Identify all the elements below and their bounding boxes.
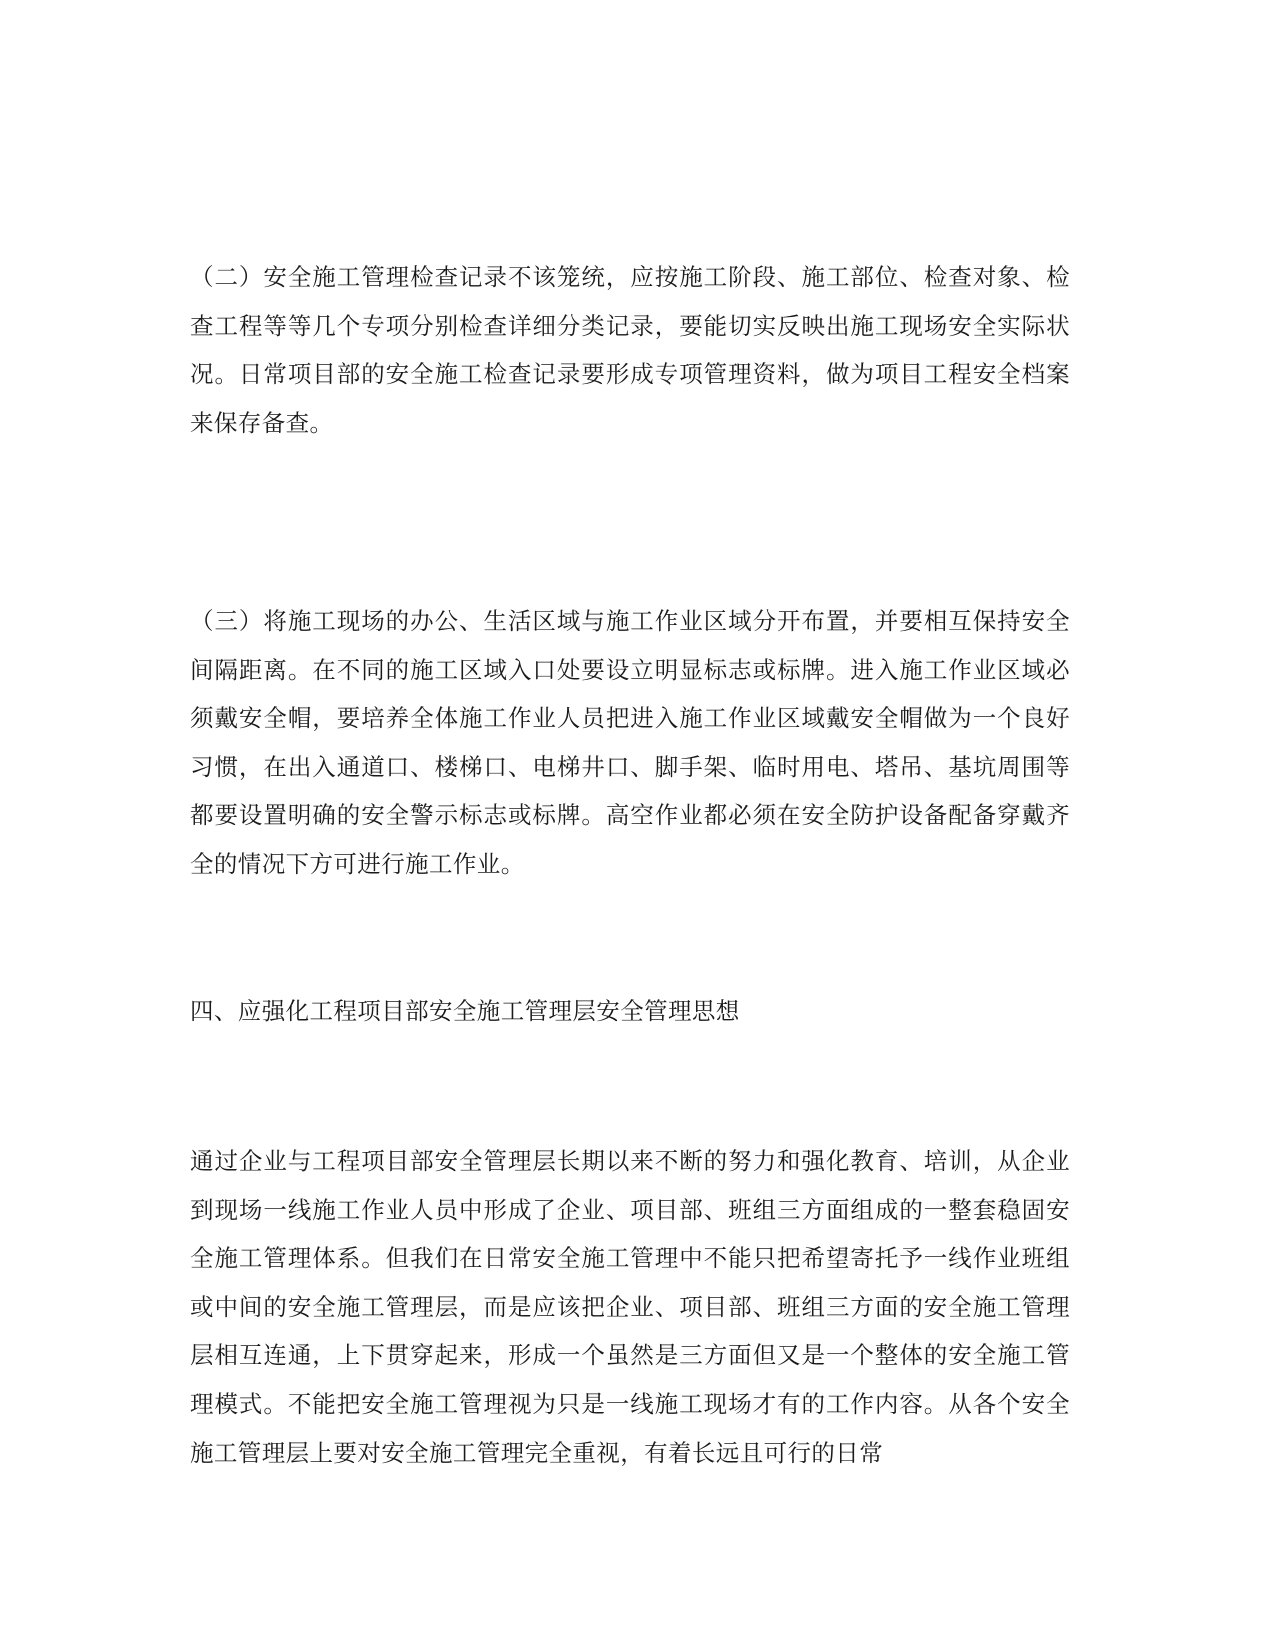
section-heading-4: 四、应强化工程项目部安全施工管理层安全管理思想 [190, 997, 740, 1025]
paragraph-inspection-records: （二）安全施工管理检查记录不该笼统，应按施工阶段、施工部位、检查对象、检查工程等等几个专项分别检查详细分类记录，要能切实反映出施工现场安全实际状况。日常项目部的安全施工检查记录要形成专项管理资料，做为项目工程安全档案来保存备查。 [190, 263, 1070, 437]
paragraph-site-zoning: （三）将施工现场的办公、生活区域与施工作业区域分开布置，并要相互保持安全间隔距离。在不同的施工区域入口处要设立明显标志或标牌。进入施工作业区域必须戴安全帽，要培养全体施工作业人员把进入施工作业区域戴安全帽做为一个良好习惯，在出入通道口、楼梯口、电梯井口、脚手架、临时用电、塔吊、基坑周围等都要设置明确的安全警示标志或标牌。高空作业都必须在安全防护设备配备穿戴齐全的情况下方可进行施工作业。 [190, 607, 1070, 878]
paragraph-management-system: 通过企业与工程项目部安全管理层长期以来不断的努力和强化教育、培训，从企业到现场一线施工作业人员中形成了企业、项目部、班组三方面组成的一整套稳固安全施工管理体系。但我们在日常安全施工管理中不能只把希望寄托予一线作业班组或中间的安全施工管理层，而是应该把企业、项目部、班组三方面的安全施工管理层相互连通，上下贯穿起来，形成一个虽然是三方面但又是一个整体的安全施工管理模式。不能把安全施工管理视为只是一线施工现场才有的工作内容。从各个安全施工管理层上要对安全施工管理完全重视，有着长远且可行的日常 [190, 1147, 1070, 1467]
